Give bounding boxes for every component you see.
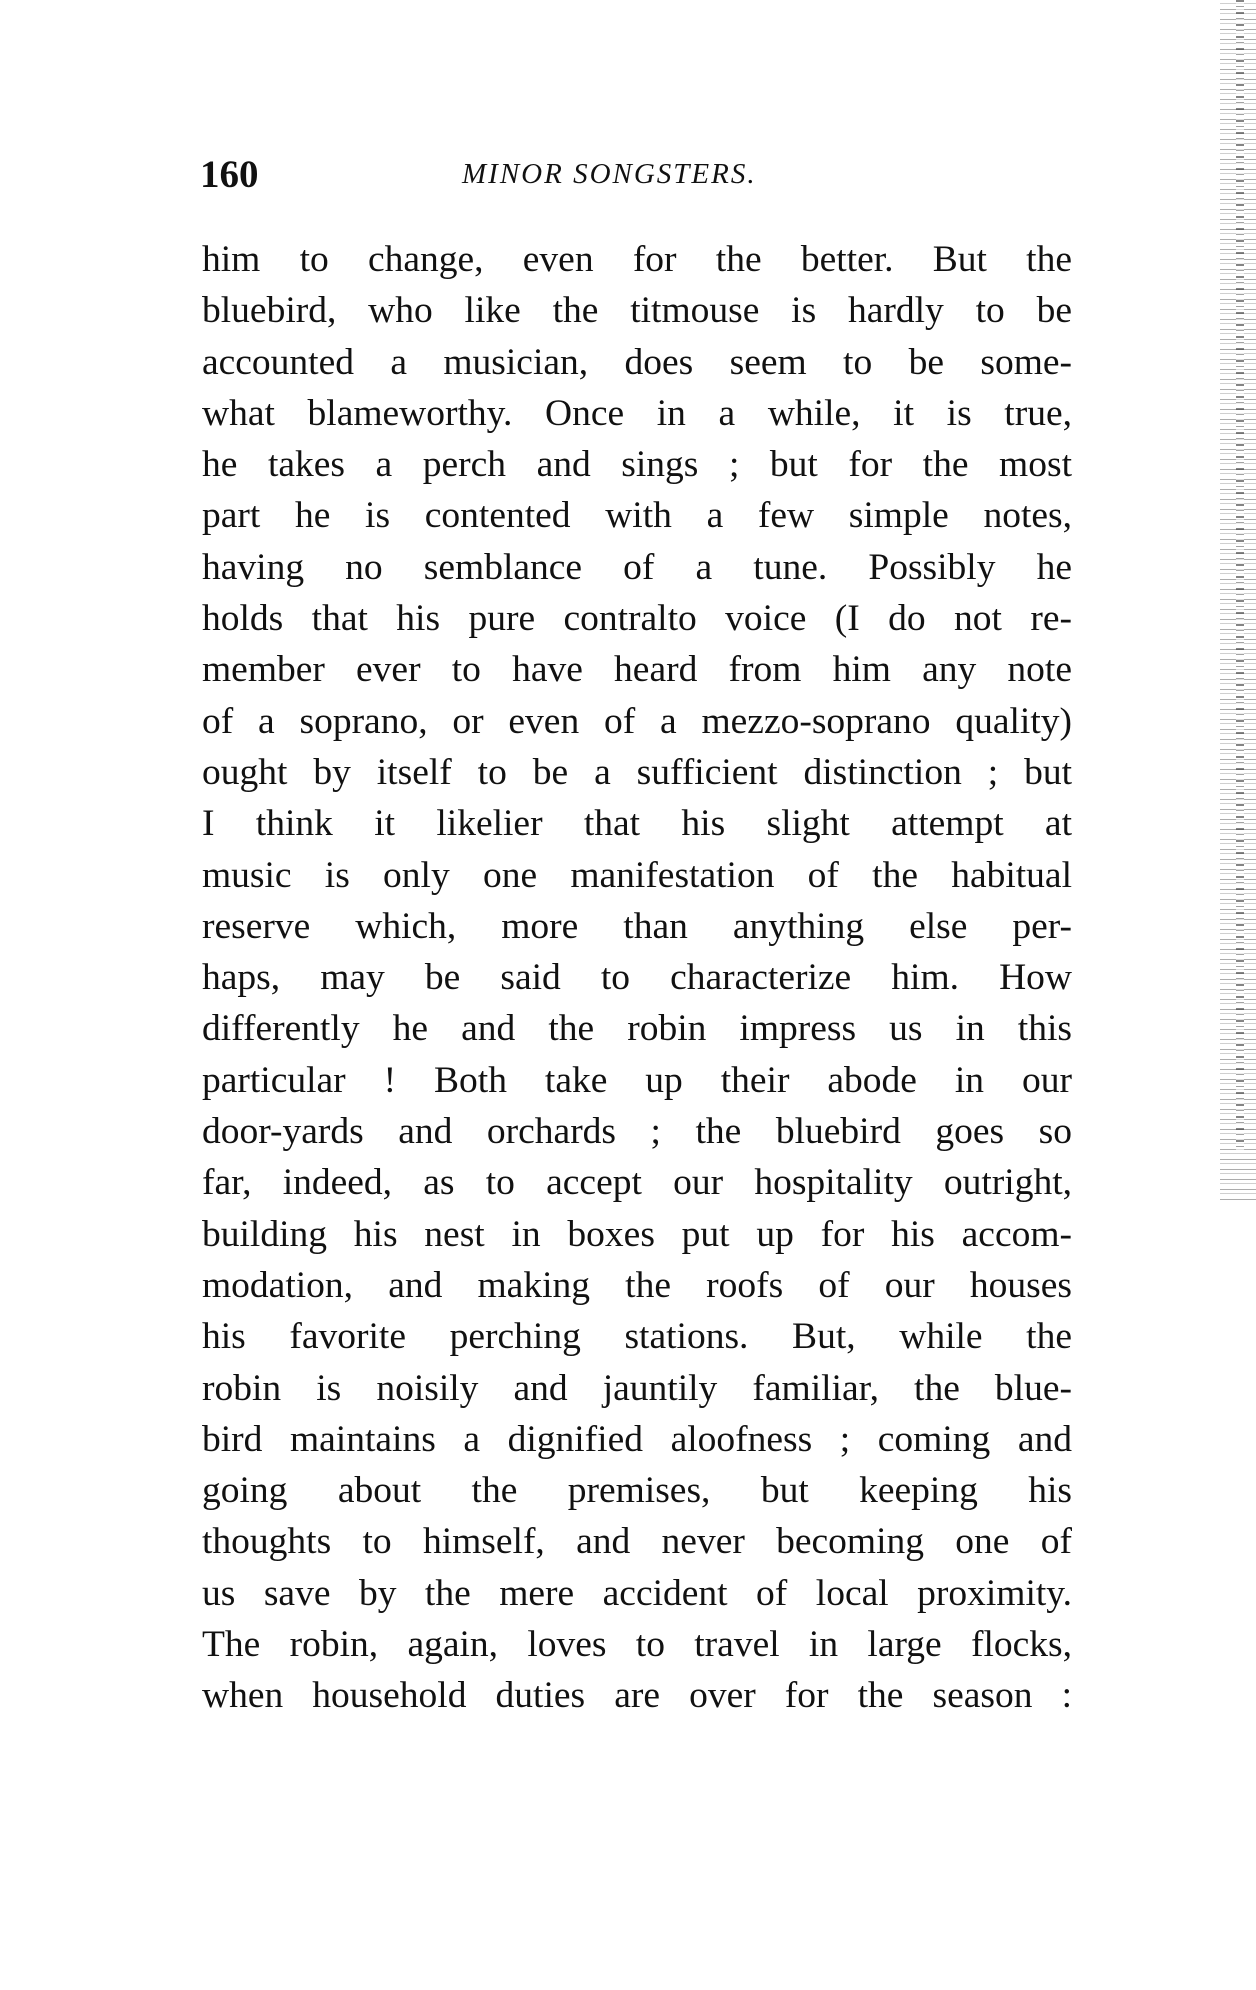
page-number: 160 (200, 153, 259, 196)
text-line: differently he and the robin impress us in this (202, 1008, 1072, 1050)
text-line: us save by the mere accident of local proximity. (202, 1572, 1072, 1614)
page-header (200, 152, 820, 196)
scanned-page-edge-shadow (1236, 0, 1244, 1150)
text-line: robin is noisily and jauntily familiar, the blue- (202, 1367, 1072, 1409)
text-line: holds that his pure contralto voice (I do not re- (202, 598, 1072, 640)
running-title: MINOR SONGSTERS. (462, 158, 757, 190)
text-line: going about the premises, but keeping his (202, 1470, 1072, 1512)
text-line: bird maintains a dignified aloofness ; coming and (202, 1418, 1072, 1460)
text-line: particular ! Both take up their abode in our (202, 1059, 1072, 1101)
text-line: The robin, again, loves to travel in large flocks, (202, 1624, 1072, 1666)
text-line: what blameworthy. Once in a while, it is true, (202, 392, 1072, 434)
text-line: ought by itself to be a sufficient distinction ; but (202, 751, 1072, 793)
text-line: haps, may be said to characterize him. How (202, 957, 1072, 999)
text-line: reserve which, more than anything else per- (202, 905, 1072, 947)
text-line: thoughts to himself, and never becoming one of (202, 1521, 1072, 1563)
text-line: far, indeed, as to accept our hospitality outright, (202, 1162, 1072, 1204)
text-line: having no semblance of a tune. Possibly he (202, 546, 1072, 588)
text-line: part he is contented with a few simple notes, (202, 495, 1072, 537)
text-line: him to change, even for the better. But the (202, 239, 1072, 280)
text-line: music is only one manifestation of the habitual (202, 854, 1072, 896)
text-line: member ever to have heard from him any note (202, 649, 1072, 691)
text-line: he takes a perch and sings ; but for the most (202, 444, 1072, 486)
text-line: I think it likelier that his slight attempt at (202, 803, 1072, 845)
text-line: bluebird, who like the titmouse is hardly to be (202, 290, 1072, 332)
body-text (202, 234, 1072, 1722)
text-line: his favorite perching stations. But, while the (202, 1316, 1072, 1358)
text-line: modation, and making the roofs of our houses (202, 1264, 1072, 1306)
text-line: door-yards and orchards ; the bluebird goes so (202, 1111, 1072, 1153)
text-line: accounted a musician, does seem to be some- (202, 341, 1072, 383)
text-line: when household duties are over for the season : (202, 1675, 1072, 1717)
text-line: of a soprano, or even of a mezzo-soprano quality) (202, 700, 1072, 742)
text-line: building his nest in boxes put up for his accom- (202, 1213, 1072, 1255)
